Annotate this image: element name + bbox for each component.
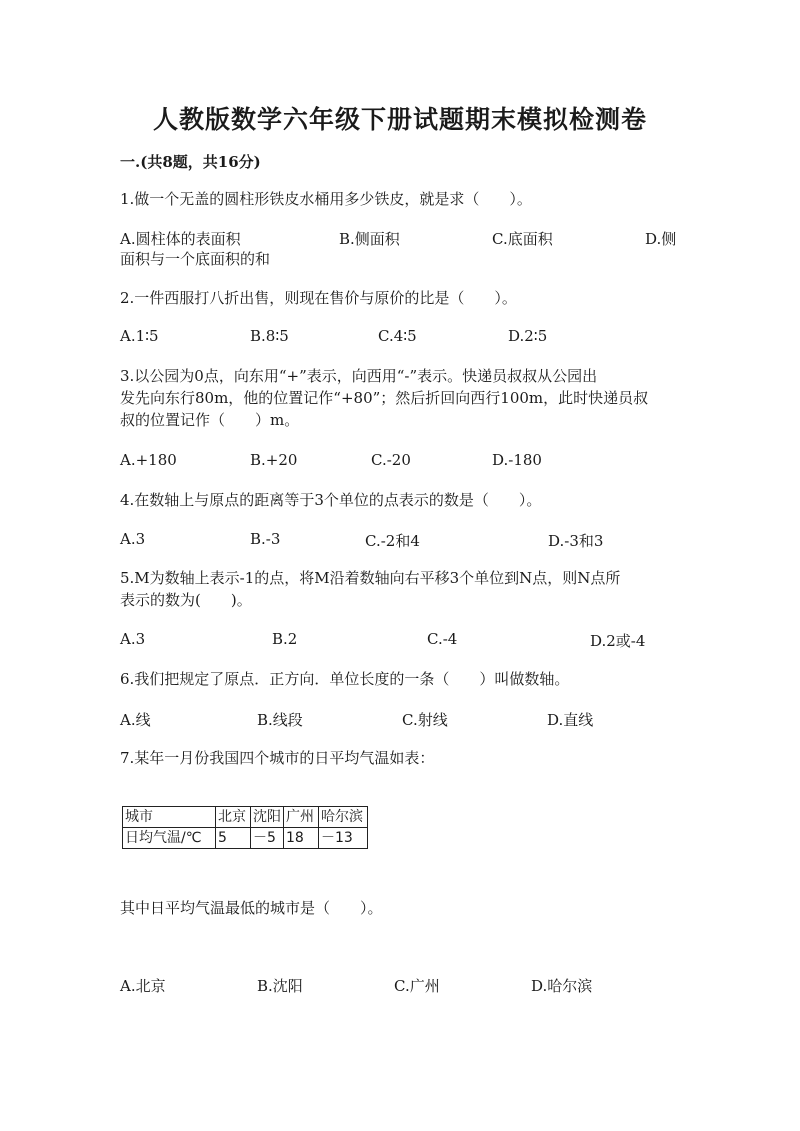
table-cell: 沈阳	[251, 807, 284, 828]
table-cell: 哈尔滨	[319, 807, 368, 828]
question-1: 1.做一个无盖的圆柱形铁皮水桶用多少铁皮，就是求（ ）。	[120, 190, 532, 208]
q2-option-b: B.8∶5	[250, 327, 289, 345]
q6-option-a: A.线	[120, 711, 151, 729]
q5-option-b: B.2	[272, 630, 298, 648]
question-3-line-3: 叔的位置记作（ ）m。	[120, 411, 300, 429]
page-title: 人教版数学六年级下册试题期末模拟检测卷	[152, 105, 647, 134]
q1-option-b: B.侧面积	[339, 230, 400, 248]
q7-option-b: B.沈阳	[257, 977, 303, 995]
table-cell: 18	[284, 828, 319, 849]
q3-option-a: A.+180	[120, 451, 177, 469]
q1-option-c: C.底面积	[492, 230, 553, 248]
table-cell: 日均气温/℃	[123, 828, 216, 849]
table-cell: －13	[319, 828, 368, 849]
section-heading: 一.(共8题，共16分)	[120, 153, 261, 171]
question-3-line-2: 发先向东行80m，他的位置记作“+80”；然后折回向西行100m，此时快递员叔	[120, 389, 649, 407]
q2-option-a: A.1∶5	[120, 327, 159, 345]
table-cell: －5	[251, 828, 284, 849]
q3-option-d: D.-180	[492, 451, 542, 469]
q4-option-b: B.-3	[250, 530, 281, 548]
table-header-row	[123, 807, 368, 828]
question-7-followup: 其中日平均气温最低的城市是（ ）。	[120, 899, 383, 917]
q4-option-d: D.-3和3	[548, 532, 604, 550]
q5-option-d: D.2或-4	[590, 632, 646, 650]
question-5-line-2: 表示的数为( )。	[120, 591, 252, 609]
q1-option-d-cont: 面积与一个底面积的和	[120, 250, 271, 268]
question-6: 6.我们把规定了原点．正方向．单位长度的一条（ ）叫做数轴。	[120, 670, 570, 688]
question-4: 4.在数轴上与原点的距离等于3个单位的点表示的数是（ ）。	[120, 491, 542, 509]
q2-option-d: D.2∶5	[508, 327, 548, 345]
q5-option-c: C.-4	[427, 630, 458, 648]
q2-option-c: C.4∶5	[378, 327, 417, 345]
table-row	[123, 828, 368, 849]
q1-option-d: D.侧	[645, 230, 677, 248]
q6-option-d: D.直线	[547, 711, 594, 729]
q6-option-b: B.线段	[257, 711, 303, 729]
q4-option-a: A.3	[120, 530, 146, 548]
table-cell: 广州	[284, 807, 319, 828]
q3-option-b: B.+20	[250, 451, 298, 469]
question-5-line-1: 5.M为数轴上表示-1的点，将M沿着数轴向右平移3个单位到N点，则N点所	[120, 569, 621, 587]
q6-option-c: C.射线	[402, 711, 448, 729]
table-cell: 北京	[216, 807, 251, 828]
q7-option-a: A.北京	[120, 977, 166, 995]
question-7: 7.某年一月份我国四个城市的日平均气温如表：	[120, 749, 435, 767]
q7-option-c: C.广州	[394, 977, 440, 995]
table-cell: 城市	[123, 807, 216, 828]
q4-option-c: C.-2和4	[365, 532, 420, 550]
table-cell: 5	[216, 828, 251, 849]
q3-option-c: C.-20	[371, 451, 411, 469]
q5-option-a: A.3	[120, 630, 146, 648]
temperature-table	[122, 806, 368, 849]
question-3-line-1: 3.以公园为0点，向东用“+”表示，向西用“-”表示。快递员叔叔从公园出	[120, 367, 598, 385]
q7-option-d: D.哈尔滨	[531, 977, 593, 995]
question-2: 2.一件西服打八折出售，则现在售价与原价的比是（ ）。	[120, 289, 517, 307]
q1-option-a: A.圆柱体的表面积	[120, 230, 241, 248]
